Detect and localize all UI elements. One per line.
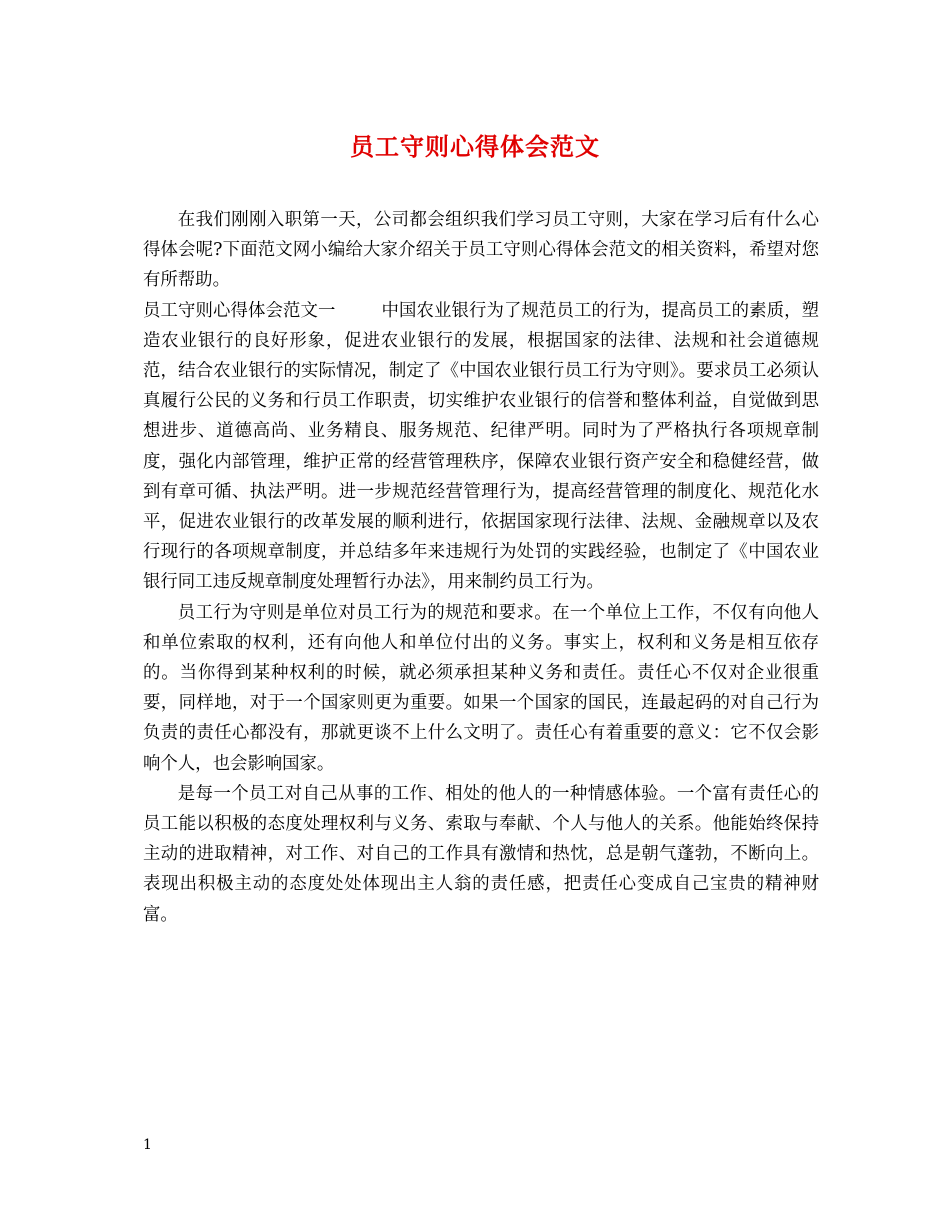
section-one-paragraph — [143, 296, 819, 598]
section-heading: 员工守则心得体会范文一 — [143, 300, 336, 321]
intro-paragraph: 在我们刚刚入职第一天，公司都会组织我们学习员工守则，大家在学习后有什么心得体会呢?下面范文网小编给大家介绍关于员工守则心得体会范文的相关资料，希望对您有所帮助。 — [143, 210, 819, 291]
document-title: 员工守则心得体会范文 — [350, 132, 600, 161]
body-paragraph-3: 是每一个员工对自己从事的工作、相处的他人的一种情感体验。一个富有责任心的员工能以积极的态度处理权利与义务、索取与奉献、个人与他人的关系。他能始终保持主动的进取精神，对工作、对自己的工作具有激情和热忱，总是朝气蓬勃，不断向上。表现出积极主动的态度处处体现出主人翁的责任感，把责任心变成自己宝贵的精神财富。 — [143, 783, 819, 925]
document-body — [143, 205, 819, 930]
body-paragraph-2: 员工行为守则是单位对员工行为的规范和要求。在一个单位上工作，不仅有向他人和单位索取的权利，还有向他人和单位付出的义务。事实上，权利和义务是相互依存的。当你得到某种权利的时候，就必须承担某种义务和责任。责任心不仅对企业很重要，同样地，对于一个国家则更为重要。如果一个国家的国民，连最起码的对自己行为负责的责任心都没有，那就更谈不上什么文明了。责任心有着重要的意义：它不仅会影响个人，也会影响国家。 — [143, 602, 819, 774]
section-one-text: 中国农业银行为了规范员工的行为，提高员工的素质，塑造农业银行的良好形象，促进农业银行的发展，根据国家的法律、法规和社会道德规范，结合农业银行的实际情况，制定了《中国农业银行员工行为守则》。要求员工必须认真履行公民的义务和行员工作职责，切实维护农业银行的信誉和整体利益，自觉做到思想进步、道德高尚、业务精良、服务规范、纪律严明。同时为了严格执行各项规章制度，强化内部管理，维护正常的经营管理秩序，保障农业银行资产安全和稳健经营，做到有章可循、执法严明。进一步规范经营管理行为，提高经营管理的制度化、规范化水平，促进农业银行的改革发展的顺利进行，依据国家现行法律、法规、金融规章以及农行现行的各项规章制度，并总结多年来违规行为处罚的实践经验，也制定了《中国农业银行同工违反规章制度处理暂行办法》，用来制约员工行为。 — [143, 300, 819, 593]
page-number: 1 — [143, 1137, 152, 1153]
